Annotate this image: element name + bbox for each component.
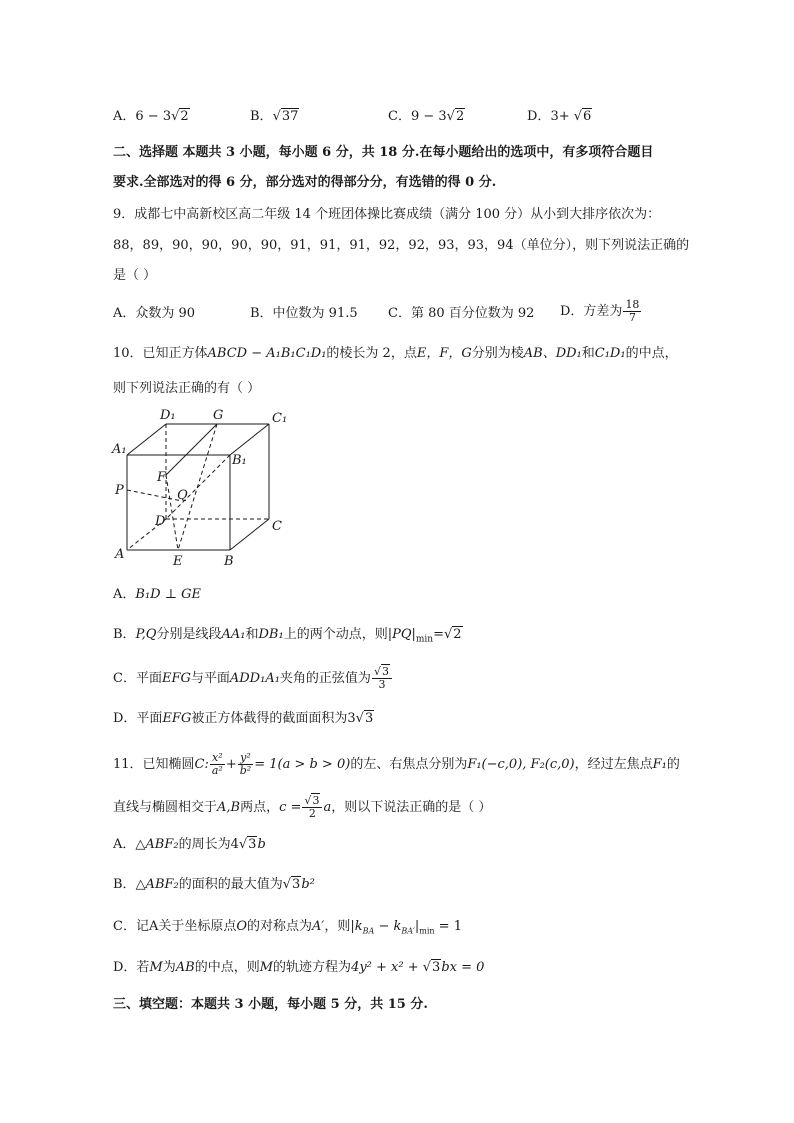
label-e: E: [173, 554, 183, 569]
q11-option-d: D．若M为AB的中点，则M的轨迹方程为4y² + x² + √3bx = 0: [113, 960, 485, 975]
cube-figure: [110, 405, 300, 570]
q11-option-b: B．△ABF₂的面积的最大值为√3b²: [113, 877, 315, 892]
q9-option-c: C．第 80 百分位数为 92: [388, 306, 535, 321]
q8-option-c: C．9 − 3√2: [388, 109, 465, 124]
q9-stem-line3: 是（ ）: [113, 268, 157, 283]
label-d1: D₁: [160, 408, 176, 423]
q11-stem-line1: 11．已知椭圆C: $\frac{\text{x²}}{\text{a²}}$ + $\frac{\text{y²}}{\text{b²}}$ = 1(a > b > 0)的左、右焦点分别为F₁(−c,0), F₂(c,0)，经过左焦点F₁的: [113, 751, 680, 777]
label-g: G: [213, 408, 224, 423]
label-c1: C₁: [272, 411, 288, 426]
label-b1: B₁: [232, 453, 247, 468]
q8-option-d: D．3+ √6: [527, 109, 592, 124]
label-p: P: [115, 483, 124, 498]
label-a1: A₁: [112, 442, 127, 457]
q11-stem-line2: 直线与椭圆相交于A,B两点，c = $\frac{√3}{2}$ a，则以下说法正确的是（ ）: [113, 794, 492, 820]
label-q: Q: [177, 488, 188, 503]
q10-stem-line2: 则下列说法正确的有（ ）: [113, 381, 261, 396]
q8-option-b: B．√37: [250, 109, 299, 124]
label-f: F: [157, 470, 167, 485]
label-b: B: [224, 554, 234, 569]
q9-stem-line1: 9．成都七中高新校区高二年级 14 个班团体操比赛成绩（满分 100 分）从小到大排序依次为：: [113, 207, 661, 222]
label-a: A: [115, 547, 125, 562]
section2-heading-line2: 要求.全部选对的得 6 分，部分选对的得部分分，有选错的得 0 分.: [113, 175, 497, 190]
q10-option-d: D．平面EFG被正方体截得的截面面积为3√3: [113, 711, 374, 726]
q11-option-a: A．△ABF₂的周长为4√3b: [113, 837, 266, 852]
q9-option-d: D．方差为 $\frac{18}{7}$: [560, 298, 640, 324]
q10-stem-line1: 10．已知正方体ABCD − A₁B₁C₁D₁的棱长为 2，点E，F，G分别为棱AB、DD₁和C₁D₁的中点，: [113, 346, 678, 361]
q10-option-c: C．平面EFG与平面ADD₁A₁夹角的正弦值为 $\frac{√3}{3}$: [113, 666, 393, 691]
q11-option-c: C．记A关于坐标原点O的对称点为A′，则$|k_{BA} - k_{BA'}|_{min} = 1$: [113, 919, 462, 936]
q9-stem-line2: 88，89，90，90，90，90，91，91，91，92，92，93，93，94（单位分），则下列说法正确的: [113, 238, 690, 253]
label-d: D: [155, 514, 166, 529]
section2-heading-line1: 二、选择题 本题共 3 小题，每小题 6 分，共 18 分.在每小题给出的选项中，有多项符合题目: [113, 145, 654, 160]
q10-option-a: A．B₁D ⊥ GE: [113, 587, 201, 602]
q9-option-b: B．中位数为 91.5: [250, 306, 358, 321]
section3-heading: 三、填空题：本题共 3 小题，每小题 5 分，共 15 分.: [113, 997, 428, 1012]
q8-option-a: A．6 − 3√2: [113, 109, 189, 124]
q10-option-b: B．P,Q分别是线段AA₁和DB₁上的两个动点，则$|PQ|_{min}=√2$: [113, 627, 462, 645]
q9-option-a: A．众数为 90: [113, 306, 196, 321]
label-c: C: [272, 519, 282, 534]
